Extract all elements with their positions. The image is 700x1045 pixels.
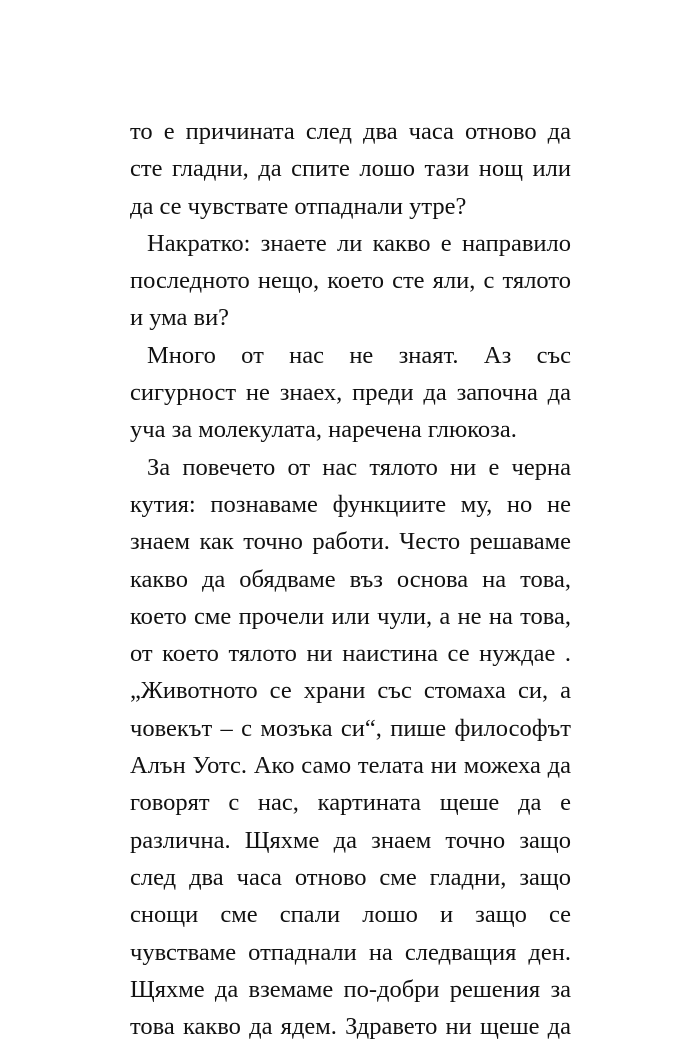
text-line: и ума ви? bbox=[130, 304, 230, 332]
text-line: от което тялото ни наистина се нуждае . bbox=[130, 640, 571, 668]
text-line: Накратко: знаете ли какво е направило bbox=[147, 229, 571, 257]
text-line: сте гладни, да спите лошо тази нощ или bbox=[130, 155, 571, 183]
text-line: човекът – с мозъка си“, пише философът bbox=[130, 714, 571, 742]
text-line: последното нещо, което сте яли, с тялото bbox=[130, 267, 571, 295]
text-line: уча за молекулата, наречена глюкоза. bbox=[130, 416, 517, 444]
text-line: чувстваме отпаднали на следващия ден. bbox=[130, 938, 571, 966]
text-line: различна. Щяхме да знаем точно защо bbox=[130, 826, 571, 854]
text-line: то е причината след два часа отново да bbox=[130, 118, 571, 145]
text-line: Щяхме да вземаме по-добри решения за bbox=[130, 975, 571, 1003]
text-line: да се чувствате отпаднали утре? bbox=[130, 192, 467, 220]
body-text bbox=[130, 113, 571, 1045]
text-line: За повечето от нас тялото ни е черна bbox=[147, 453, 571, 481]
text-line: след два часа отново сме гладни, защо bbox=[130, 863, 571, 891]
text-line: Много от нас не знаят. Аз със bbox=[147, 341, 571, 369]
text-line: Алън Уотс. Ако само телата ни можеха да bbox=[130, 752, 571, 780]
text-line: това какво да ядем. Здравето ни щеше да bbox=[130, 1013, 571, 1041]
text-line: какво да обядваме въз основа на това, bbox=[130, 565, 571, 593]
text-line: снощи сме спали лошо и защо се bbox=[130, 901, 571, 929]
text-line: което сме прочели или чули, а не на това, bbox=[130, 602, 571, 630]
text-line: знаем как точно работи. Често решаваме bbox=[130, 528, 571, 556]
text-line: говорят с нас, картината щеше да е bbox=[130, 789, 571, 817]
text-line: сигурност не знаех, преди да започна да bbox=[130, 379, 571, 407]
text-line: „Животното се храни със стомаха си, а bbox=[130, 677, 571, 705]
text-line: кутия: познаваме функциите му, но не bbox=[130, 490, 571, 518]
